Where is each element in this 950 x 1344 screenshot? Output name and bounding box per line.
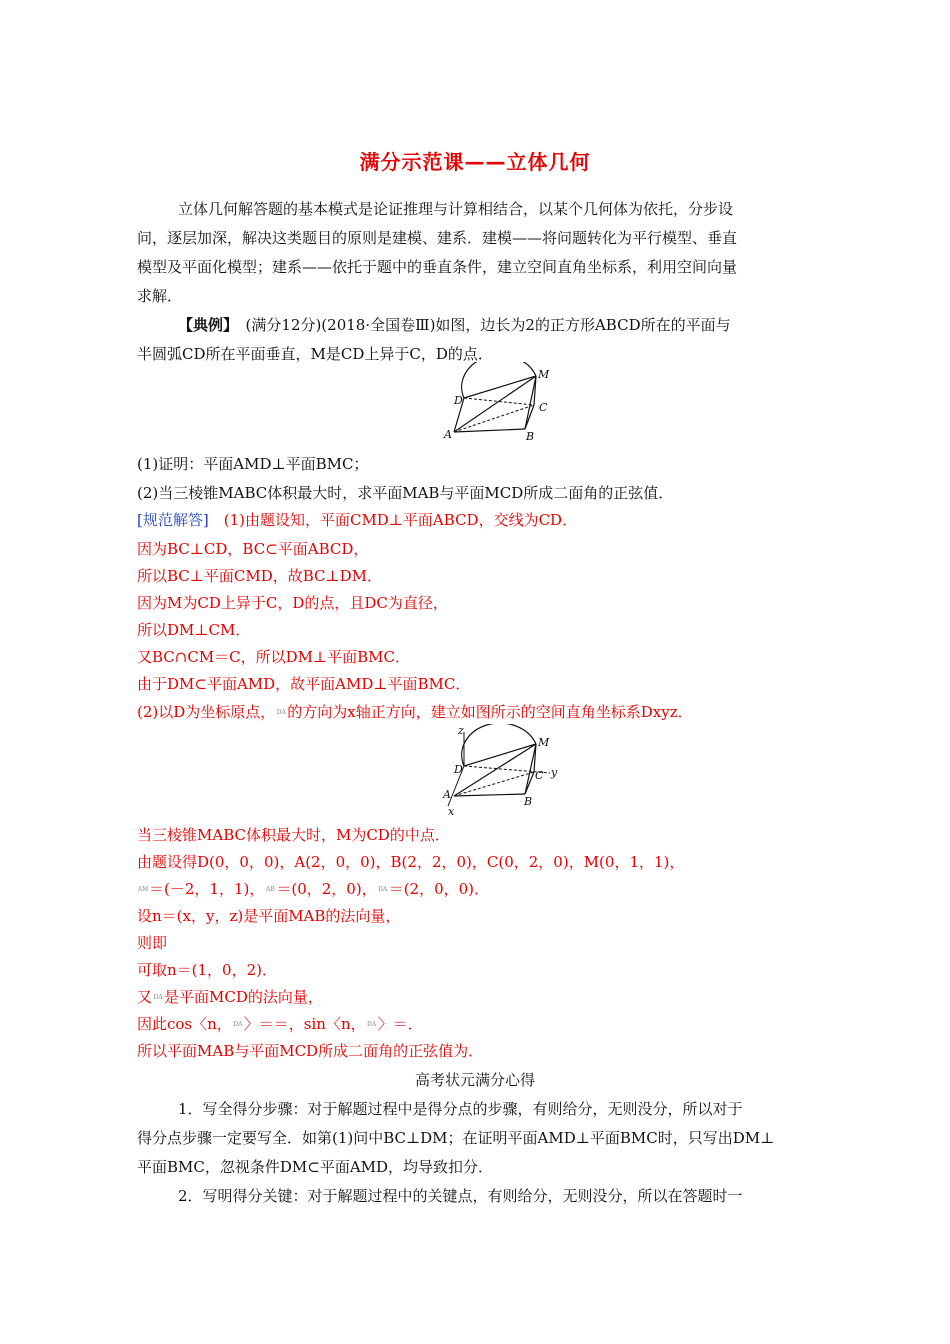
- vector-ab: AB: [265, 886, 275, 893]
- example-text-1: (满分12分)(2018·全国卷Ⅲ)如图，边长为2的正方形ABCD所在的平面与: [230, 316, 731, 334]
- cos-line: [137, 1015, 423, 1033]
- solution-line-1: [137, 511, 577, 529]
- vector-am-value: ＝(－2，1，1)，: [149, 880, 265, 898]
- solution-tag: [规范解答]: [137, 511, 209, 529]
- solution-line-12: 可取n＝(1，0，2)．: [137, 961, 277, 979]
- label-c: C: [539, 401, 548, 414]
- solution-line-10: 设n＝(x，y，z)是平面MAB的法向量，: [137, 907, 401, 925]
- vector-da-5: DA: [367, 1021, 377, 1028]
- vector-am: AM: [137, 886, 149, 893]
- semicircle-arc-2: [462, 724, 536, 766]
- solution-line-11: 则即: [137, 934, 168, 952]
- solution-line-3: 所以BC⊥平面CMD，故BC⊥DM．: [137, 567, 383, 585]
- solution-first: (1)由题设知，平面CMD⊥平面ABCD，交线为CD．: [208, 511, 578, 529]
- solution-part2-line: [137, 703, 693, 721]
- label-y: y: [551, 766, 558, 779]
- label-m-2: M: [538, 736, 550, 749]
- intro-line-4: 求解．: [137, 287, 183, 305]
- label-d: D: [454, 394, 463, 407]
- label-b-2: B: [524, 795, 533, 808]
- figure-1-geometry: [440, 362, 560, 444]
- solution-line-9: 由题设得D(0，0，0)，A(2，0，0)，B(2，2，0)，C(0，2，0)，M(0，1，1)，: [137, 853, 685, 871]
- line-ac-2: [454, 772, 534, 796]
- line-ac: [454, 405, 534, 432]
- label-x: x: [448, 805, 455, 816]
- line-ab: [454, 429, 525, 432]
- example-tag: 【典例】: [178, 316, 231, 334]
- intro-line-3: 模型及平面化模型；建系——依托于题中的垂直条件，建立空间直角坐标系，利用空间向量: [137, 258, 738, 276]
- question-2: (2)当三棱锥MABC体积最大时，求平面MAB与平面MCD所成二面角的正弦值．: [137, 484, 674, 502]
- cos-text-c: 〉＝．: [377, 1015, 423, 1033]
- line-am-2: [454, 744, 536, 796]
- solution-line-7: 由于DM⊂平面AMD，故平面AMD⊥平面BMC．: [137, 675, 471, 693]
- label-z: z: [458, 724, 464, 737]
- normal-vector-line: [137, 988, 323, 1006]
- label-c-2: C: [535, 769, 544, 782]
- vector-da-4: DA: [233, 1021, 243, 1028]
- example-line-2: 半圆弧CD所在平面垂直，M是CD上异于C，D的点．: [137, 345, 493, 363]
- example-line-1: [178, 316, 731, 334]
- part2-text-b: 的方向为x轴正方向，建立如图所示的空间直角坐标系Dxyz．: [287, 703, 693, 721]
- tip-line-2: 得分点步骤一定要写全．如第(1)问中BC⊥DM；在证明平面AMD⊥平面BMC时，只写出DM⊥: [137, 1129, 775, 1147]
- line-dm-2: [464, 744, 536, 766]
- figure-2-coordinate-geometry: [440, 724, 570, 816]
- label-m: M: [538, 368, 550, 381]
- label-d-2: D: [454, 763, 463, 776]
- vector-da-value: ＝(2，0，0)．: [388, 880, 490, 898]
- conclusion-line: 所以平面MAB与平面MCD所成二面角的正弦值为．: [137, 1042, 484, 1060]
- cos-text-a: 因此cos〈n，: [137, 1015, 232, 1033]
- tips-heading: 高考状元满分心得: [414, 1071, 535, 1089]
- intro-line-2: 问，逐层加深，解决这类题目的原则是建模、建系．建模——将问题转化为平行模型、垂直: [137, 229, 738, 247]
- label-a: A: [444, 428, 452, 441]
- solution-line-8: 当三棱锥MABC体积最大时，M为CD的中点．: [137, 826, 450, 844]
- intro-line-1: 立体几何解答题的基本模式是论证推理与计算相结合，以某个几何体为依托，分步设: [178, 200, 734, 218]
- question-1: (1)证明：平面AMD⊥平面BMC；: [137, 455, 369, 473]
- line-dm: [464, 376, 536, 398]
- solution-line-6: 又BC∩CM＝C，所以DM⊥平面BMC．: [137, 648, 411, 666]
- cos-text-b: 〉＝＝，sin〈n，: [243, 1015, 366, 1033]
- vectors-line: [137, 880, 489, 898]
- part2-text-a: (2)以D为坐标原点，: [137, 703, 276, 721]
- tip-line-3: 平面BMC，忽视条件DM⊂平面AMD，均导致扣分．: [137, 1158, 494, 1176]
- vector-da: DA: [276, 709, 286, 716]
- label-a-2: A: [443, 788, 451, 801]
- line-ab-2: [454, 794, 525, 796]
- vector-da-3: DA: [153, 994, 163, 1001]
- page-title: 满分示范课——立体几何: [359, 150, 591, 174]
- vector-da-2: DA: [378, 886, 388, 893]
- solution-line-4: 因为M为CD上异于C，D的点，且DC为直径，: [137, 594, 448, 612]
- solution-line-5: 所以DM⊥CM．: [137, 621, 251, 639]
- label-b: B: [526, 430, 535, 443]
- normal-text-b: 是平面MCD的法向量，: [164, 988, 323, 1006]
- tip-line-1: 1．写全得分步骤：对于解题过程中是得分点的步骤，有则给分，无则没分，所以对于: [178, 1100, 743, 1118]
- vector-ab-value: ＝(0，2，0)，: [276, 880, 377, 898]
- tip-line-4: 2．写明得分关键：对于解题过程中的关键点，有则给分，无则没分，所以在答题时一: [178, 1187, 743, 1205]
- normal-text-a: 又: [137, 988, 153, 1006]
- solution-line-2: 因为BC⊥CD，BC⊂平面ABCD，: [137, 540, 369, 558]
